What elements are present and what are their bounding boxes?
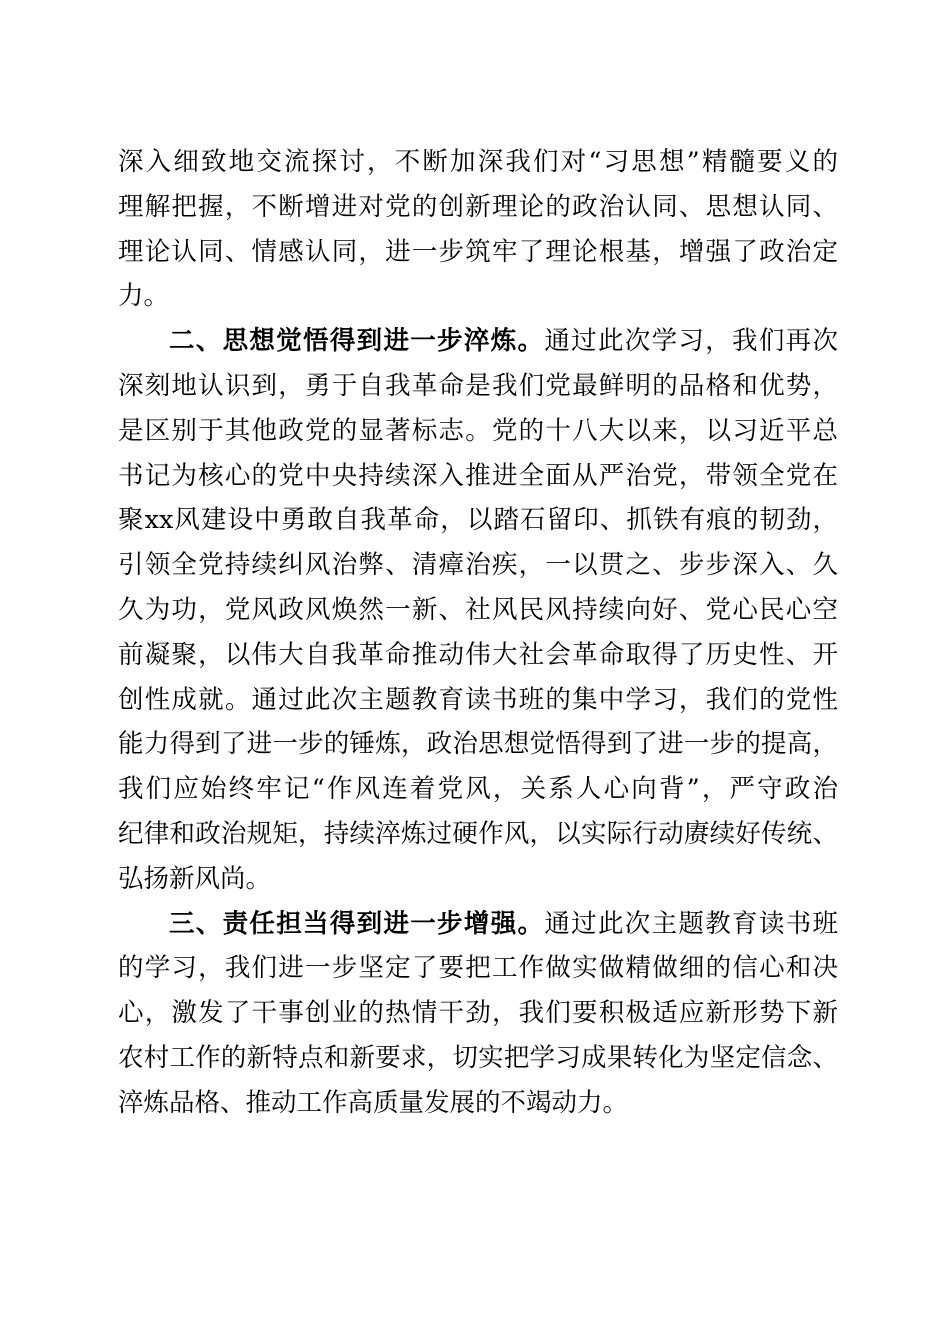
text-line: 农村工作的新特点和新要求，切实把学习成果转化为坚定信念、 (118, 1042, 838, 1073)
text-line: 深刻地认识到，勇于自我革命是我们党最鲜明的品格和优势， (118, 370, 838, 401)
paragraph (118, 140, 838, 319)
section-heading: 二、思想觉悟得到进一步淬炼。 (169, 326, 545, 357)
paragraph (118, 319, 838, 901)
text-line: 弘扬新风尚。 (118, 863, 272, 894)
document-body (118, 140, 838, 1126)
text-line: 久为功，党风政风焕然一新、社风民风持续向好、党心民心空 (118, 594, 838, 625)
text-line: 是区别于其他政党的显著标志。党的十八大以来，以习近平总 (118, 415, 838, 446)
text-line: 淬炼品格、推动工作高质量发展的不竭动力。 (118, 1087, 629, 1118)
text-line (118, 902, 838, 947)
text-line (118, 319, 838, 364)
text-line: 纪律和政治规矩，持续淬炼过硬作风，以实际行动赓续好传统、 (118, 818, 838, 849)
text-line: 前凝聚，以伟大自我革命推动伟大社会革命取得了历史性、开 (118, 639, 838, 670)
text-line: 力。 (118, 281, 170, 312)
text-line: 创性成就。通过此次主题教育读书班的集中学习，我们的党性 (118, 684, 838, 715)
text-line: 理解把握，不断增进对党的创新理论的政治认同、思想认同、 (118, 191, 838, 222)
text-line: 书记为核心的党中央持续深入推进全面从严治党，带领全党在 (118, 460, 838, 491)
text-line: 心，激发了干事创业的热情干劲，我们要积极适应新形势下新 (118, 998, 838, 1029)
text-line: 能力得到了进一步的锤炼，政治思想觉悟得到了进一步的提高， (118, 729, 838, 760)
text-line: 理论认同、情感认同，进一步筑牢了理论根基，增强了政治定 (118, 236, 838, 267)
text-line: 的学习，我们进一步坚定了要把工作做实做精做细的信心和决 (118, 953, 838, 984)
paragraph (118, 902, 838, 1126)
text-line: 聚xx风建设中勇敢自我革命，以踏石留印、抓铁有痕的韧劲， (118, 505, 838, 536)
text-run: 通过此次学习，我们再次 (544, 326, 838, 357)
text-run: 通过此次主题教育读书班 (544, 908, 838, 939)
section-heading: 三、责任担当得到进一步增强。 (169, 908, 545, 939)
text-line: 我们应始终牢记“作风连着党风，关系人心向背”，严守政治 (118, 774, 838, 805)
text-line: 深入细致地交流探讨，不断加深我们对“习思想”精髓要义的 (118, 147, 838, 177)
text-line: 引领全党持续纠风治弊、清瘴治疾，一以贯之、步步深入、久 (118, 550, 838, 581)
